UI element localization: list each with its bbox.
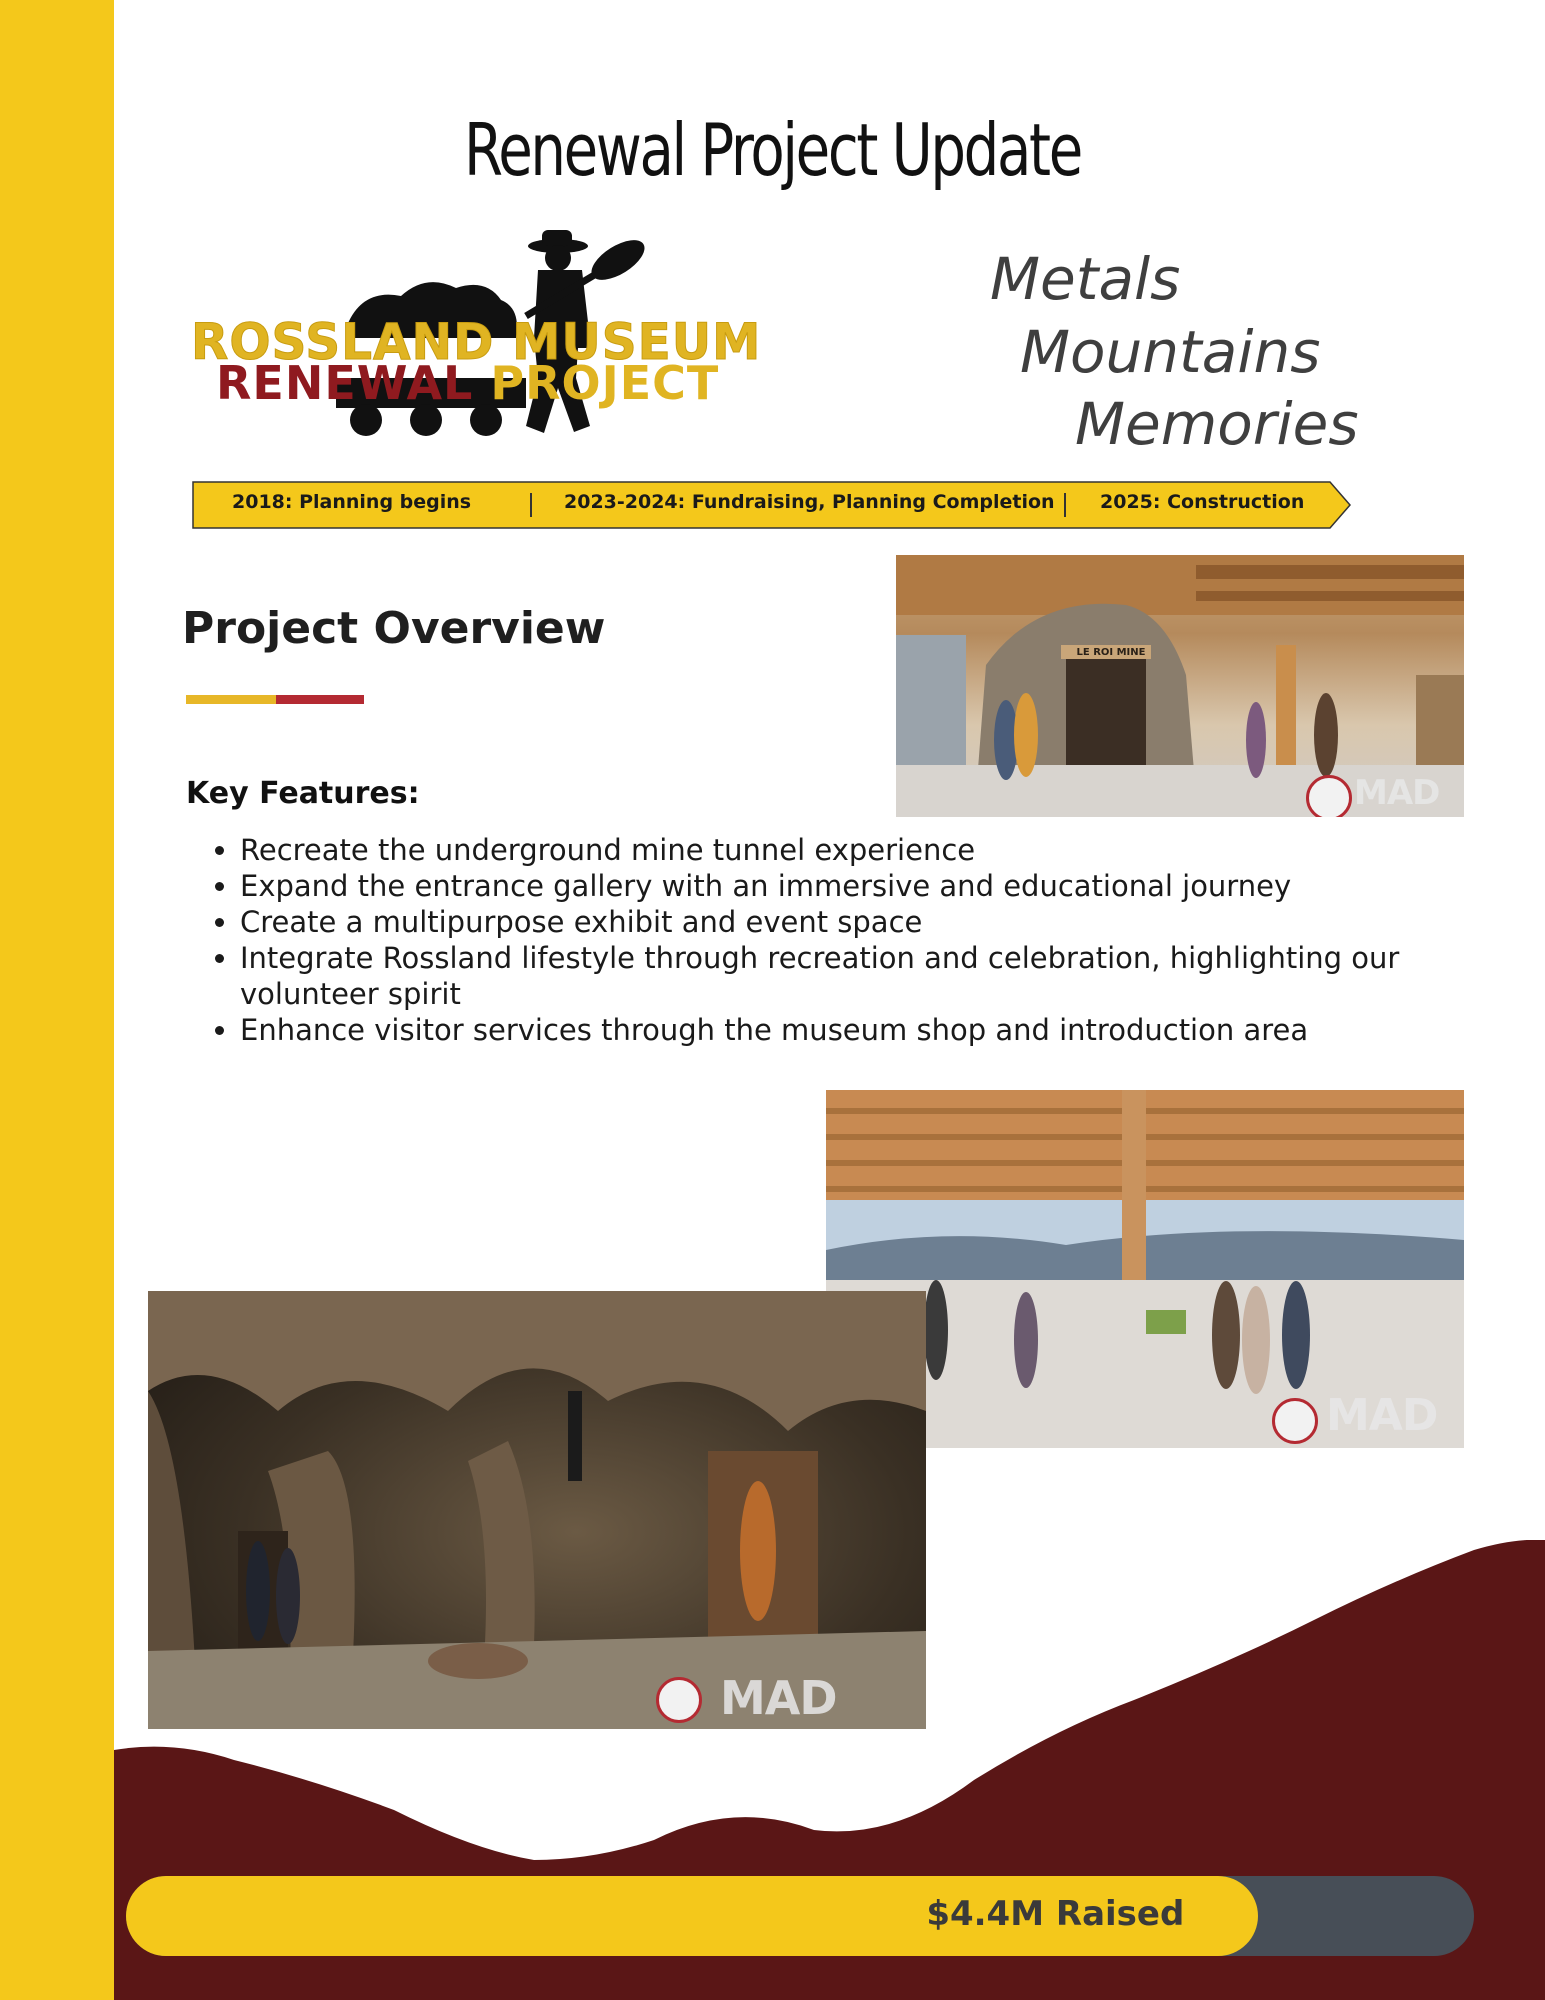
- mad-watermark: MAD: [1354, 773, 1440, 813]
- museum-seal-icon: [1306, 775, 1352, 817]
- fundraising-raised-label: $4.4M Raised: [926, 1894, 1185, 1934]
- list-item: • Integrate Rossland lifestyle through recreation and celebration, highlighting our volunteer spirit: [240, 940, 1460, 1012]
- page-title: Renewal Project Update: [464, 108, 1081, 192]
- section-heading-overview: Project Overview: [182, 603, 606, 654]
- museum-logo: [186, 228, 762, 438]
- timeline-item-construction: 2025: Construction: [1100, 491, 1305, 513]
- tagline-memories: Memories: [1075, 390, 1359, 458]
- heading-underline-red: [276, 695, 364, 704]
- tagline-metals: Metals: [990, 245, 1181, 313]
- timeline-item-planning: 2018: Planning begins: [232, 491, 472, 513]
- mad-watermark: MAD: [1326, 1390, 1438, 1441]
- key-features-list: [186, 832, 1460, 1048]
- left-sidebar-stripe: [0, 0, 114, 2000]
- logo-line-museum: ROSSLAND MUSEUM: [191, 313, 762, 371]
- mad-watermark: MAD: [720, 1671, 837, 1725]
- timeline-divider: [530, 493, 532, 517]
- rendering-entrance-gallery: [896, 555, 1464, 817]
- logo-word-renewal: RENEWAL: [216, 356, 474, 410]
- logo-word-project: PROJECT: [490, 356, 720, 410]
- tagline-mountains: Mountains: [1020, 318, 1321, 386]
- mine-entrance-sign: LE ROI MINE: [1076, 647, 1146, 658]
- timeline-item-fundraising: 2023-2024: Fundraising, Planning Completion: [564, 491, 1055, 513]
- fundraising-progress-fill: [126, 1876, 1258, 1956]
- logo-line-renewal: [216, 356, 719, 410]
- timeline-divider: [1064, 493, 1066, 517]
- project-timeline: [192, 481, 1352, 529]
- museum-seal-icon: [1272, 1398, 1318, 1444]
- list-item: • Create a multipurpose exhibit and event space: [240, 904, 1460, 940]
- list-item: • Recreate the underground mine tunnel experience: [240, 832, 1460, 868]
- list-item: • Enhance visitor services through the museum shop and introduction area: [240, 1012, 1460, 1048]
- heading-underline-yellow: [186, 695, 276, 704]
- fundraising-progress-bar: [126, 1876, 1474, 1956]
- list-item: • Expand the entrance gallery with an immersive and educational journey: [240, 868, 1460, 904]
- key-features-heading: Key Features:: [186, 776, 420, 811]
